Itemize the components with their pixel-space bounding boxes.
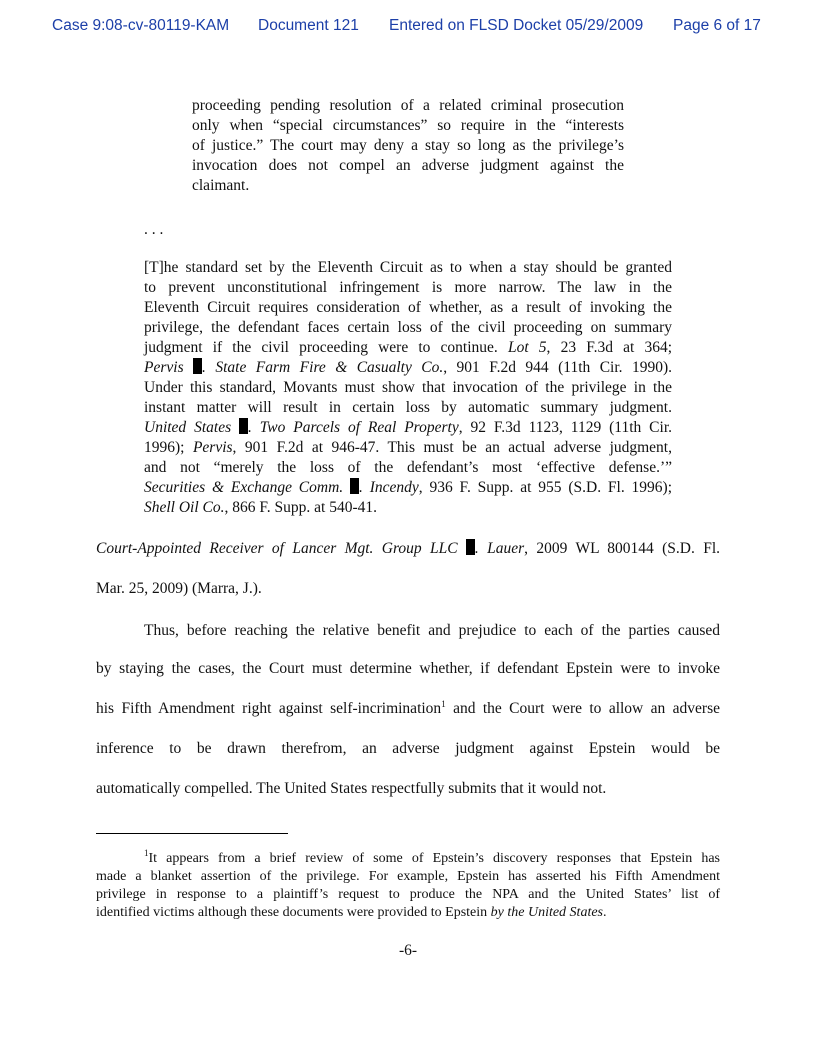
footnote-line: made a blanket assertion of the privilege. For example, Epstein has asserted his Fifth Amendment — [96, 869, 720, 884]
quote2-line: Pervis . State Farm Fire & Casualty Co., 901 F.2d 944 (11th Cir. 1990). — [144, 359, 672, 376]
block-quote-2 — [144, 258, 672, 518]
case-name: Lot 5 — [507, 339, 547, 356]
footnote-ref: 1 — [441, 699, 446, 709]
footnote-separator — [96, 833, 288, 834]
header-entered-date: Entered on FLSD Docket 05/29/2009 — [389, 17, 644, 34]
quote2-line: Eleventh Circuit requires consideration of whether, as a result of invoking the — [144, 299, 672, 316]
citation-line-2: Mar. 25, 2009) (Marra, J.). — [96, 580, 262, 597]
docket-header — [52, 17, 772, 39]
quote2-line: United States . Two Parcels of Real Property, 92 F.3d 1123, 1129 (11th Cir. — [144, 419, 672, 436]
quote1-line: claimant. — [192, 177, 250, 194]
page-number: -6- — [398, 942, 418, 959]
footnote-line: privilege in response to a plaintiff’s request to produce the NPA and the United States’ list of — [96, 887, 720, 902]
footnote-line: $^1$It appears from a brief review of some of Epstein’s discovery responses that Epstein has — [144, 848, 720, 866]
body-line: by staying the cases, the Court must determine whether, if defendant Epstein were to invoke — [96, 660, 720, 677]
quote2-line: instant matter will result in certain loss by automatic summary judgment. — [144, 399, 672, 416]
redaction-box — [350, 478, 359, 494]
header-case-number: Case 9:08-cv-80119-KAM — [52, 17, 230, 34]
quote2-line: Under this standard, Movants must show that invocation of the privilege in the — [144, 379, 672, 396]
quote2-line: Securities & Exchange Comm. . Incendy, 936 F. Supp. at 955 (S.D. Fl. 1996); — [144, 479, 673, 496]
body-line: Thus, before reaching the relative benefit and prejudice to each of the parties caused — [144, 622, 720, 639]
header-document-number: Document 121 — [258, 17, 359, 34]
ellipsis-text: . . . — [144, 221, 164, 238]
citation-line-1: Court-Appointed Receiver of Lancer Mgt. Group LLC . Lauer, 2009 WL 800144 (S.D. Fl. — [96, 540, 720, 557]
quote2-line: and not “merely the loss of the defendant’s most ‘effective defense.’” — [144, 459, 672, 476]
header-page-count: Page 6 of 17 — [673, 17, 761, 34]
body-line: automatically compelled. The United States respectfully submits that it would not. — [96, 780, 607, 797]
footnote — [96, 850, 720, 922]
ellipsis — [144, 220, 163, 240]
footnote-line: identified victims although these documents were provided to Epstein by the United States. — [96, 905, 607, 920]
quote1-line: proceeding pending resolution of a related criminal prosecution — [192, 97, 624, 114]
quote2-line: 1996); Pervis, 901 F.2d at 946-47. This must be an actual adverse judgment, — [144, 439, 672, 456]
quote1-line: of justice.” The court may deny a stay so long as the privilege’s — [192, 137, 624, 154]
block-quote-1 — [192, 96, 624, 196]
redaction-box — [239, 418, 248, 434]
redaction-box — [193, 358, 202, 374]
body-line: his Fifth Amendment right against self-incrimination$^1$ and the Court were to allow an adverse — [96, 699, 720, 717]
quote1-line: invocation does not compel an adverse judgment against the — [192, 157, 624, 174]
quote1-line: only when “special circumstances” so require in the “interests — [192, 117, 624, 134]
quote2-line: Shell Oil Co., 866 F. Supp. at 540-41. — [144, 499, 377, 516]
quote2-line: judgment if the civil proceeding were to continue. Lot 5, 23 F.3d at 364; — [144, 339, 673, 356]
quote2-line: privilege, the defendant faces certain loss of the civil proceeding on summary — [144, 319, 672, 336]
body-line: inference to be drawn therefrom, an adverse judgment against Epstein would be — [96, 740, 720, 757]
redaction-box — [466, 539, 475, 555]
quote2-line: [T]he standard set by the Eleventh Circuit as to when a stay should be granted — [144, 259, 672, 276]
quote2-line: to prevent unconstitutional infringement is more narrow. The law in the — [144, 279, 672, 296]
